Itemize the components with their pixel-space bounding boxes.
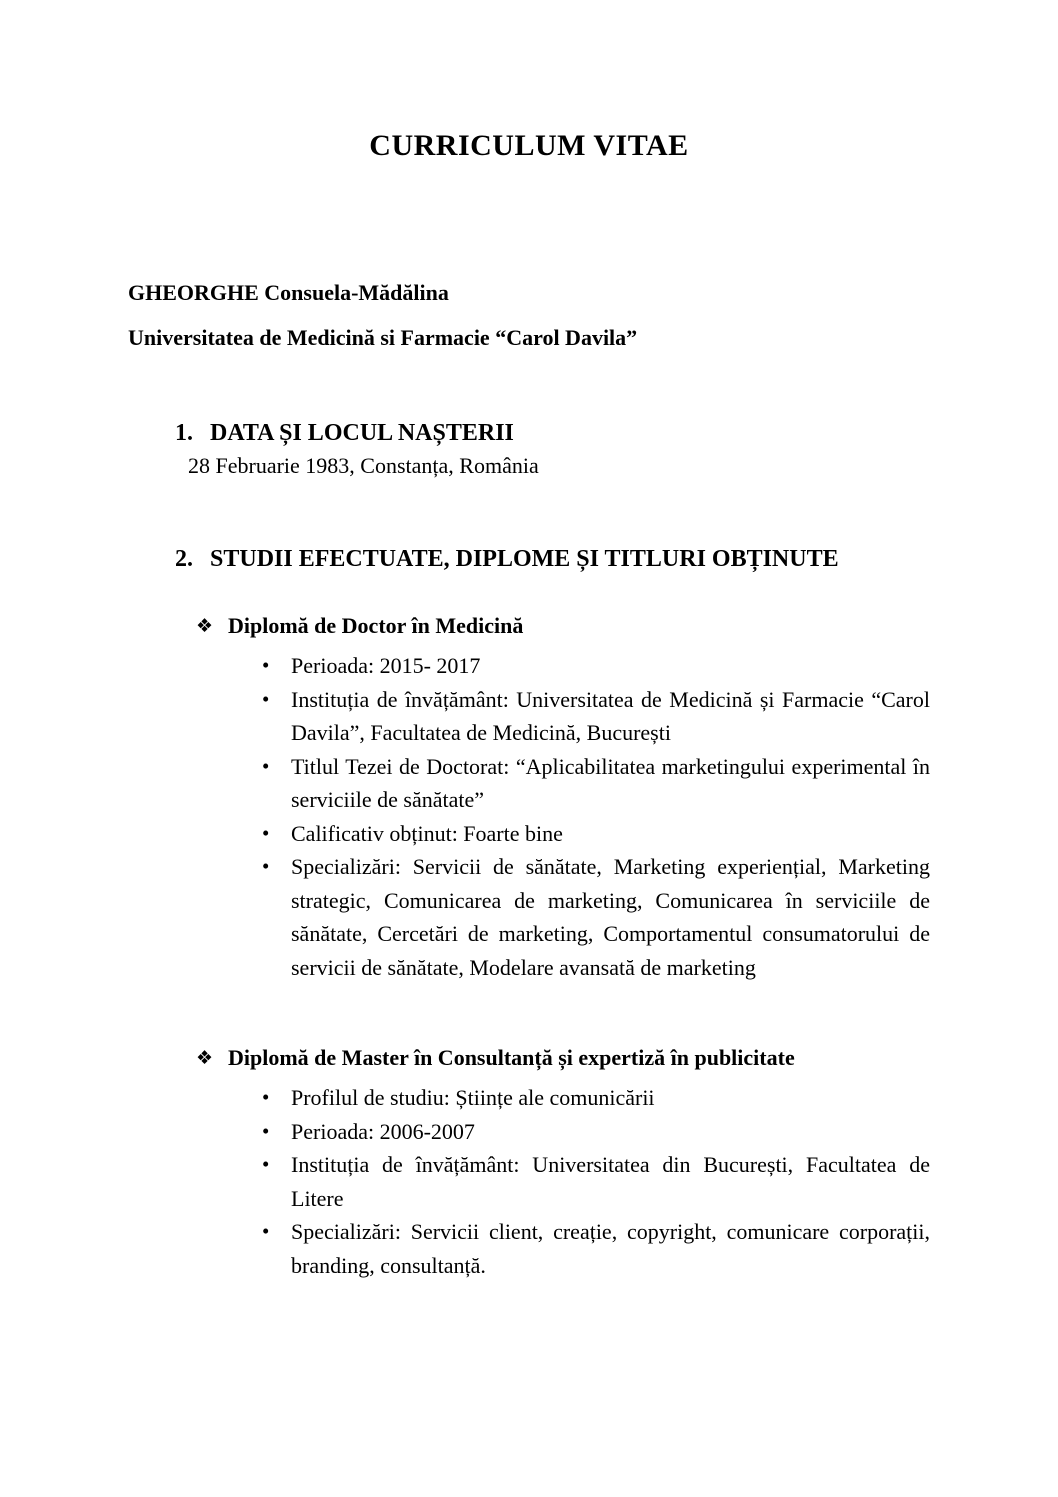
bullet-icon: • [262, 820, 270, 845]
subsection-doctor-diploma [128, 612, 930, 984]
section-heading [128, 545, 930, 573]
subsection-heading [128, 1044, 930, 1072]
list-item [128, 817, 930, 851]
affiliation: Universitatea de Medicină si Farmacie “Carol Davila” [128, 325, 638, 350]
diamond-bullet-icon: ❖ [196, 1047, 214, 1069]
list-item [128, 750, 930, 817]
list-item [128, 1115, 930, 1149]
bullet-text: Perioada: 2006-2007 [291, 1118, 475, 1144]
subsection-title: Diplomă de Master în Consultanță și expertiză în publicitate [228, 1045, 795, 1070]
person-name: GHEORGHE Consuela-Mădălina [128, 280, 449, 305]
section-studies [128, 545, 930, 1282]
section-title: DATA ȘI LOCUL NAȘTERII [210, 420, 514, 446]
birth-date-place: 28 Februarie 1983, Constanța, România [188, 453, 539, 478]
bullet-list [128, 1081, 930, 1282]
bullet-text: Calificativ obținut: Foarte bine [291, 820, 563, 846]
bullet-text: Perioada: 2015- 2017 [291, 653, 481, 678]
bullet-text: Specializări: Servicii de sănătate, Marketing experiențial, Marketing strategic, Comunicarea de marketing, Comunicarea în serviciile de sănătate, Cercetări de marketing, Comportamentul consumatorului de servicii de sănătate, Modelare avansată de marketing [291, 854, 930, 980]
bullet-list [128, 649, 930, 984]
list-item [128, 649, 930, 683]
list-item [128, 1148, 930, 1215]
subsection-title: Diplomă de Doctor în Medicină [228, 613, 524, 638]
bullet-icon: • [262, 1118, 270, 1143]
list-item [128, 1215, 930, 1282]
subsection-master-diploma [128, 1044, 930, 1282]
section-heading [128, 419, 930, 447]
bullet-icon: • [262, 1085, 270, 1109]
bullet-icon: • [262, 854, 270, 878]
section-number: 1. [175, 420, 193, 446]
section-title: STUDII EFECTUATE, DIPLOME ȘI TITLURI OBȚINUTE [210, 546, 839, 572]
bullet-icon: • [262, 1152, 270, 1176]
subsection-heading [128, 612, 930, 640]
bullet-text: Instituția de învățământ: Universitatea de Medicină și Farmacie “Carol Davila”, Facultatea de Medicină, București [291, 686, 930, 745]
bullet-text: Instituția de învățământ: Universitatea din București, Facultatea de Litere [291, 1152, 930, 1211]
list-item [128, 850, 930, 984]
bullet-icon: • [262, 653, 270, 677]
section-number: 2. [175, 546, 193, 572]
bullet-text: Specializări: Servicii client, creație, copyright, comunicare corporații, branding, consultanță. [291, 1219, 930, 1278]
section-birth [128, 419, 930, 480]
list-item [128, 683, 930, 750]
document-title: CURRICULUM VITAE [369, 129, 689, 162]
bullet-icon: • [262, 1219, 270, 1243]
diamond-bullet-icon: ❖ [196, 615, 214, 637]
bullet-icon: • [262, 753, 270, 778]
bullet-text: Titlul Tezei de Doctorat: “Aplicabilitatea marketingului experimental în serviciile de sănătate” [291, 753, 930, 812]
bullet-icon: • [262, 686, 270, 711]
bullet-text: Profilul de studiu: Științe ale comunicării [291, 1085, 655, 1110]
list-item [128, 1081, 930, 1115]
